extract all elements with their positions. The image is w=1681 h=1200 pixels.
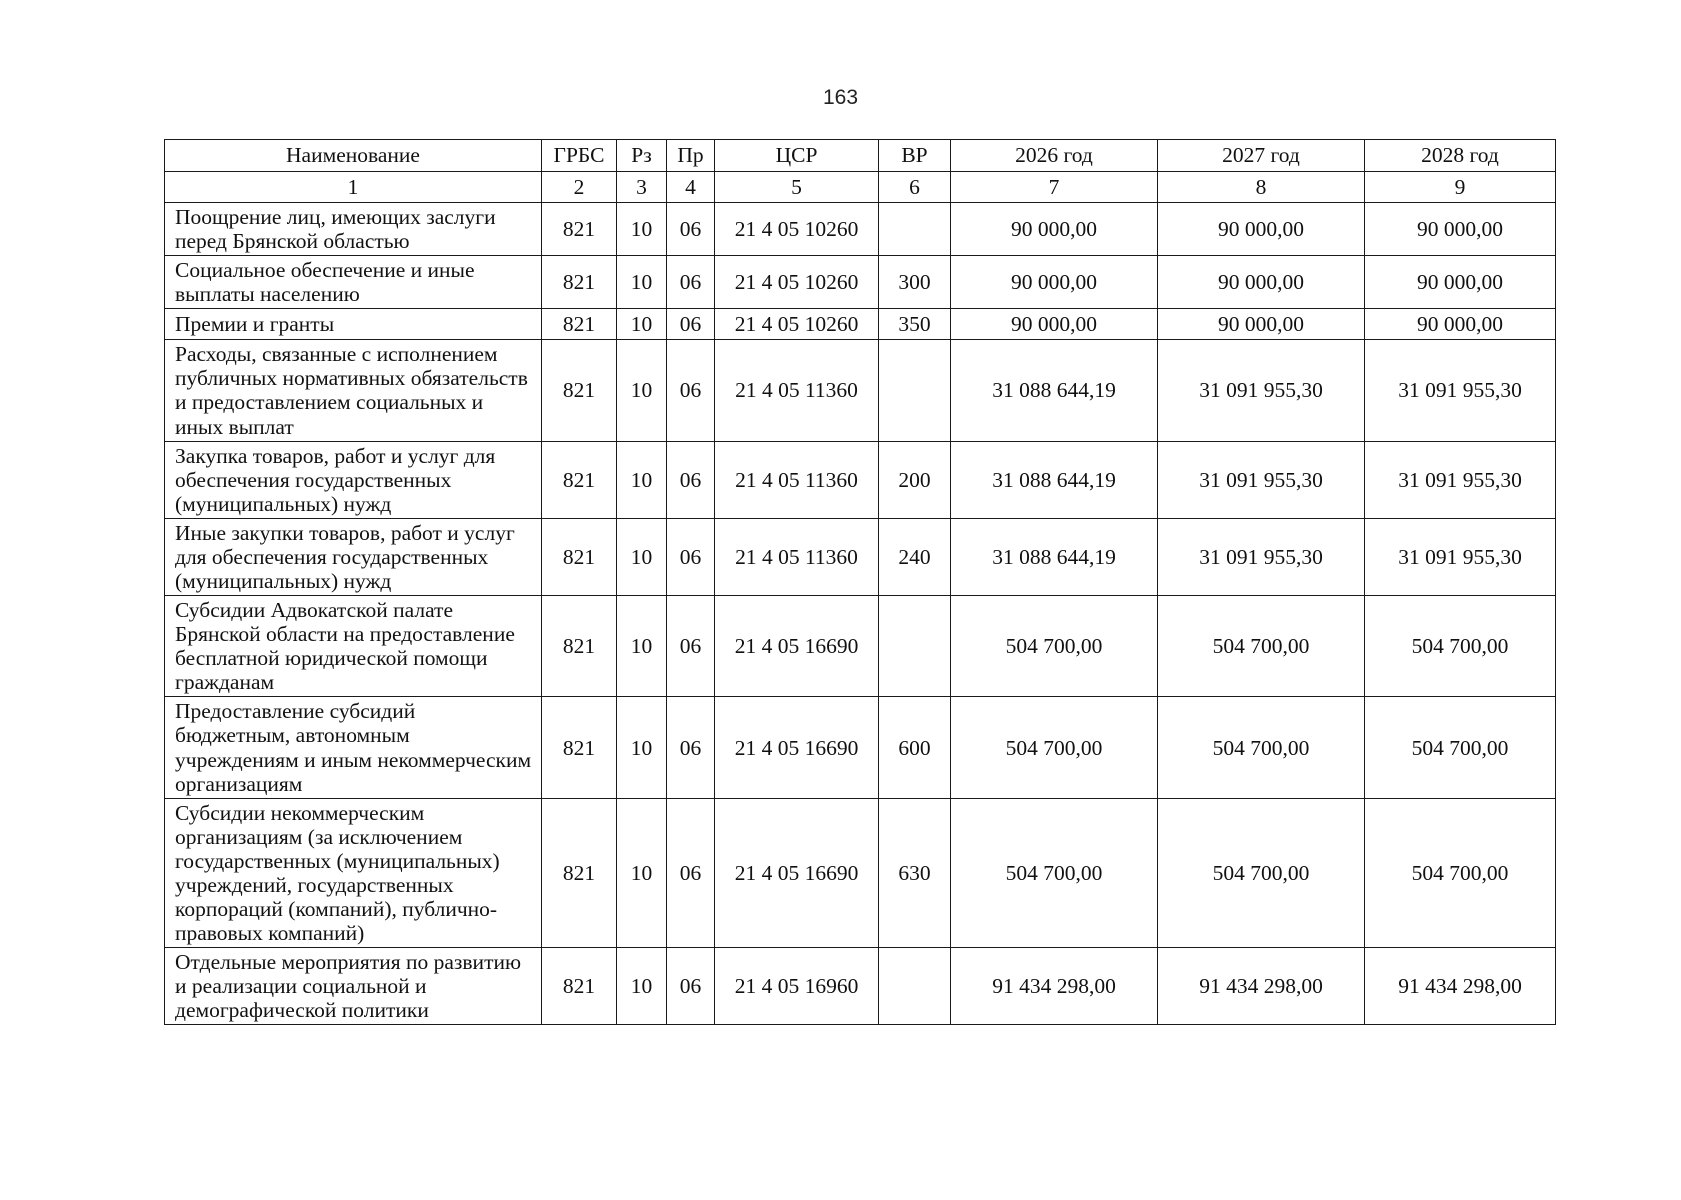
cell-rz: 10 bbox=[617, 256, 667, 309]
cell-pr: 06 bbox=[667, 309, 715, 340]
cell-2026: 504 700,00 bbox=[951, 798, 1158, 947]
cell-rz: 10 bbox=[617, 798, 667, 947]
cell-2026: 504 700,00 bbox=[951, 596, 1158, 697]
column-number: 9 bbox=[1365, 172, 1556, 203]
header-row bbox=[165, 140, 1556, 172]
cell-name: Премии и гранты bbox=[165, 309, 542, 340]
table-row bbox=[165, 596, 1556, 697]
table-row bbox=[165, 340, 1556, 441]
budget-table bbox=[164, 139, 1556, 1025]
column-number: 5 bbox=[715, 172, 879, 203]
cell-name: Расходы, связанные с исполнением публичных нормативных обязательств и предоставлением социальных и иных выплат bbox=[165, 340, 542, 441]
cell-pr: 06 bbox=[667, 518, 715, 595]
cell-name: Субсидии некоммерческим организациям (за исключением государственных (муниципальных) учреждений, государственных корпораций (компаний), публично-правовых компаний) bbox=[165, 798, 542, 947]
cell-vr: 200 bbox=[879, 441, 951, 518]
cell-rz: 10 bbox=[617, 203, 667, 256]
cell-csr: 21 4 05 11360 bbox=[715, 340, 879, 441]
cell-rz: 10 bbox=[617, 518, 667, 595]
cell-grbs: 821 bbox=[542, 948, 617, 1025]
cell-2027: 31 091 955,30 bbox=[1158, 340, 1365, 441]
table-row bbox=[165, 518, 1556, 595]
header-2028: 2028 год bbox=[1365, 140, 1556, 172]
table-row bbox=[165, 697, 1556, 798]
cell-grbs: 821 bbox=[542, 596, 617, 697]
cell-pr: 06 bbox=[667, 203, 715, 256]
cell-pr: 06 bbox=[667, 256, 715, 309]
cell-rz: 10 bbox=[617, 340, 667, 441]
cell-csr: 21 4 05 11360 bbox=[715, 518, 879, 595]
cell-2028: 90 000,00 bbox=[1365, 309, 1556, 340]
cell-csr: 21 4 05 16690 bbox=[715, 798, 879, 947]
cell-2028: 90 000,00 bbox=[1365, 203, 1556, 256]
cell-vr bbox=[879, 948, 951, 1025]
cell-pr: 06 bbox=[667, 948, 715, 1025]
cell-2027: 90 000,00 bbox=[1158, 203, 1365, 256]
cell-csr: 21 4 05 16690 bbox=[715, 596, 879, 697]
cell-csr: 21 4 05 10260 bbox=[715, 309, 879, 340]
cell-vr: 600 bbox=[879, 697, 951, 798]
table-row bbox=[165, 203, 1556, 256]
cell-2026: 91 434 298,00 bbox=[951, 948, 1158, 1025]
cell-name: Предоставление субсидий бюджетным, автономным учреждениям и иным некоммерческим организациям bbox=[165, 697, 542, 798]
cell-name: Отдельные мероприятия по развитию и реализации социальной и демографической политики bbox=[165, 948, 542, 1025]
cell-pr: 06 bbox=[667, 798, 715, 947]
cell-2028: 31 091 955,30 bbox=[1365, 518, 1556, 595]
cell-2028: 504 700,00 bbox=[1365, 596, 1556, 697]
cell-rz: 10 bbox=[617, 309, 667, 340]
cell-pr: 06 bbox=[667, 441, 715, 518]
cell-csr: 21 4 05 16690 bbox=[715, 697, 879, 798]
cell-grbs: 821 bbox=[542, 518, 617, 595]
column-number: 2 bbox=[542, 172, 617, 203]
cell-pr: 06 bbox=[667, 697, 715, 798]
table-row bbox=[165, 948, 1556, 1025]
cell-grbs: 821 bbox=[542, 203, 617, 256]
cell-rz: 10 bbox=[617, 441, 667, 518]
column-number: 6 bbox=[879, 172, 951, 203]
cell-vr bbox=[879, 596, 951, 697]
cell-pr: 06 bbox=[667, 596, 715, 697]
column-number: 1 bbox=[165, 172, 542, 203]
cell-grbs: 821 bbox=[542, 340, 617, 441]
cell-2028: 31 091 955,30 bbox=[1365, 340, 1556, 441]
cell-2027: 504 700,00 bbox=[1158, 697, 1365, 798]
cell-2026: 90 000,00 bbox=[951, 203, 1158, 256]
column-number: 8 bbox=[1158, 172, 1365, 203]
table-row bbox=[165, 309, 1556, 340]
cell-2027: 31 091 955,30 bbox=[1158, 518, 1365, 595]
table-row bbox=[165, 441, 1556, 518]
cell-grbs: 821 bbox=[542, 309, 617, 340]
cell-2027: 31 091 955,30 bbox=[1158, 441, 1365, 518]
cell-2027: 504 700,00 bbox=[1158, 798, 1365, 947]
cell-csr: 21 4 05 16960 bbox=[715, 948, 879, 1025]
cell-2026: 31 088 644,19 bbox=[951, 441, 1158, 518]
header-grbs: ГРБС bbox=[542, 140, 617, 172]
page-number: 163 bbox=[822, 86, 859, 109]
cell-2028: 504 700,00 bbox=[1365, 798, 1556, 947]
cell-vr: 240 bbox=[879, 518, 951, 595]
cell-csr: 21 4 05 11360 bbox=[715, 441, 879, 518]
cell-2026: 31 088 644,19 bbox=[951, 340, 1158, 441]
cell-name: Поощрение лиц, имеющих заслуги перед Брянской областью bbox=[165, 203, 542, 256]
cell-rz: 10 bbox=[617, 697, 667, 798]
header-2027: 2027 год bbox=[1158, 140, 1365, 172]
cell-2026: 31 088 644,19 bbox=[951, 518, 1158, 595]
table-body bbox=[165, 172, 1556, 1025]
cell-vr bbox=[879, 203, 951, 256]
cell-rz: 10 bbox=[617, 596, 667, 697]
cell-name: Социальное обеспечение и иные выплаты населению bbox=[165, 256, 542, 309]
cell-2026: 90 000,00 bbox=[951, 309, 1158, 340]
header-vr: ВР bbox=[879, 140, 951, 172]
table-row bbox=[165, 798, 1556, 947]
header-2026: 2026 год bbox=[951, 140, 1158, 172]
cell-2028: 90 000,00 bbox=[1365, 256, 1556, 309]
cell-2028: 504 700,00 bbox=[1365, 697, 1556, 798]
column-number: 3 bbox=[617, 172, 667, 203]
cell-vr: 630 bbox=[879, 798, 951, 947]
cell-csr: 21 4 05 10260 bbox=[715, 256, 879, 309]
cell-vr bbox=[879, 340, 951, 441]
cell-2027: 91 434 298,00 bbox=[1158, 948, 1365, 1025]
header-rz: Рз bbox=[617, 140, 667, 172]
column-numbering-row bbox=[165, 172, 1556, 203]
table-row bbox=[165, 256, 1556, 309]
cell-2027: 504 700,00 bbox=[1158, 596, 1365, 697]
cell-rz: 10 bbox=[617, 948, 667, 1025]
cell-2026: 504 700,00 bbox=[951, 697, 1158, 798]
cell-2026: 90 000,00 bbox=[951, 256, 1158, 309]
cell-2028: 91 434 298,00 bbox=[1365, 948, 1556, 1025]
cell-name: Закупка товаров, работ и услуг для обеспечения государственных (муниципальных) нужд bbox=[165, 441, 542, 518]
cell-vr: 350 bbox=[879, 309, 951, 340]
header-csr: ЦСР bbox=[715, 140, 879, 172]
header-pr: Пр bbox=[667, 140, 715, 172]
cell-grbs: 821 bbox=[542, 697, 617, 798]
cell-grbs: 821 bbox=[542, 256, 617, 309]
cell-name: Иные закупки товаров, работ и услуг для обеспечения государственных (муниципальных) нужд bbox=[165, 518, 542, 595]
column-number: 7 bbox=[951, 172, 1158, 203]
column-number: 4 bbox=[667, 172, 715, 203]
cell-pr: 06 bbox=[667, 340, 715, 441]
cell-grbs: 821 bbox=[542, 798, 617, 947]
cell-2027: 90 000,00 bbox=[1158, 309, 1365, 340]
cell-vr: 300 bbox=[879, 256, 951, 309]
header-name: Наименование bbox=[165, 140, 542, 172]
cell-2028: 31 091 955,30 bbox=[1365, 441, 1556, 518]
cell-csr: 21 4 05 10260 bbox=[715, 203, 879, 256]
cell-name: Субсидии Адвокатской палате Брянской области на предоставление бесплатной юридической помощи гражданам bbox=[165, 596, 542, 697]
cell-grbs: 821 bbox=[542, 441, 617, 518]
cell-2027: 90 000,00 bbox=[1158, 256, 1365, 309]
